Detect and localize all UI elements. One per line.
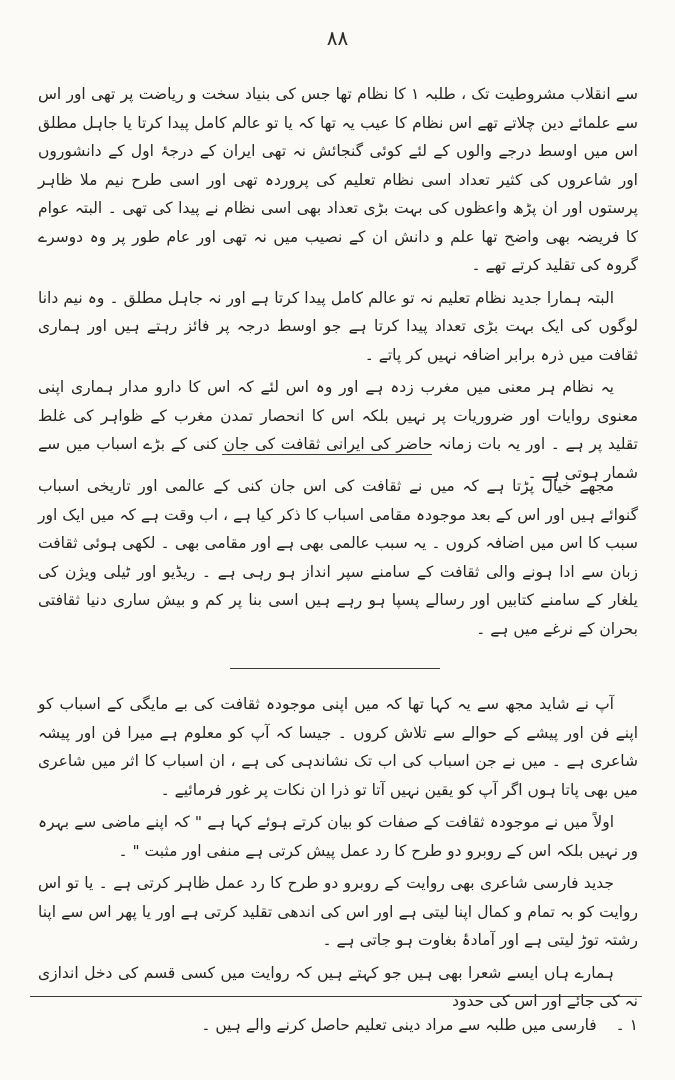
footnote-divider	[30, 996, 642, 997]
section-divider	[230, 668, 440, 669]
section-divider	[222, 454, 432, 455]
section-3	[38, 690, 638, 1020]
footnote-mark: ۱ ۔	[615, 1016, 638, 1034]
paragraph: یہ نظام ہر معنی میں مغرب زدہ ہے اور وہ اس لئے کہ اس کا دارو مدار ہماری اپنی معنوی روایات اور ضروریات پر نہیں بلکہ اس کا انحصار تمدن مغرب کے ظواہر کی غلط تقلید پر ہے ۔ اور یہ بات زمانہ حاضر کی ایرانی ثقافت کی جان کنی کے بڑے اسباب میں سے شمار ہوتی ہے ۔	[38, 378, 638, 482]
footnote	[38, 1012, 638, 1038]
paragraph: البتہ ہمارا جدید نظام تعلیم نہ تو عالم کامل پیدا کرتا ہے اور نہ جاہل مطلق ۔ وہ نیم دانا لوگوں کی ایک بہت بڑی تعداد پیدا کرتا ہے جو اوسط درجہ پر فائز رہتے ہیں اور ہماری ثقافت میں ذرہ برابر اضافہ نہیں کر پاتے ۔	[38, 288, 638, 364]
page-number: ۸۸	[326, 26, 349, 50]
section-2	[38, 472, 638, 647]
footnote-text: فارسی میں طلبہ سے مراد دینی تعلیم حاصل کرنے والے ہیں ۔	[201, 1016, 597, 1034]
paragraph: آپ نے شاید مجھ سے یہ کہا تھا کہ میں اپنی موجودہ ثقافت کی بے مایگی کے اسباب کو اپنے فن اور پیشے کے حوالے سے تلاش کروں ۔ جیسا کہ آپ کو معلوم ہے میرا فن اور پیشہ شاعری ہے ۔ میں نے جن اسباب کی اب تک نشاندہی کی ہے ، ان اسباب کا اثر میں شاعری میں بھی پاتا ہوں اگر آپ کو یقین نہیں آتا تو ذرا ان نکات پر غور فرمائیے ۔	[38, 695, 638, 799]
paragraph: اولاً میں نے موجودہ ثقافت کے صفات کو بیان کرتے ہوئے کہا ہے " کہ اپنے ماضی سے بہرہ ور نہیں بلکہ اس کے روبرو دو طرح کا رد عمل پیش کرتی ہے منفی اور مثبت " ۔	[38, 813, 638, 860]
paragraph: سے انقلاب مشروطیت تک ، طلبہ ۱ کا نظام تھا جس کی بنیاد سخت و ریاضت پر تھی اور اس سے علمائے دین چلاتے تھے اس نظام کا عیب یہ تھا کہ یا تو عالم کامل پیدا کرتا یا جاہل مطلق اس میں اوسط درجے والوں کے لئے کوئی گنجائش نہ تھی ایران کے درجۂ اول کے دانشوروں اور شاعروں کی کثیر تعداد اسی نظام تعلیم کی پروردہ تھی اور اسی طرح نیم ملا ظاہر پرستوں اور ان پڑھ واعظوں کی بہت بڑی تعداد بھی اسی نظام نے پیدا کی تھی ۔ البتہ عوام کا فریضہ بھی واضح تھا علم و دانش ان کے نصیب میں نہ تھی اور عام طور پر وہ دوسرے گروہ کی تقلید کرتے تھے ۔	[38, 85, 638, 274]
paragraph: جدید فارسی شاعری بھی روایت کے روبرو دو طرح کا رد عمل ظاہر کرتی ہے ۔ یا تو اس روایت کو بہ تمام و کمال اپنا لیتی ہے اور اس کی اندھی تقلید کرتی ہے اور یا پھر اس سے اپنا رشتہ توڑ لیتی ہے اور آمادۂ بغاوت ہو جاتی ہے ۔	[38, 874, 638, 949]
section-1	[38, 80, 638, 491]
paragraph: ہمارے ہاں ایسے شعرا بھی ہیں جو کہتے ہیں کہ روایت میں کسی قسم کی دخل اندازی نہ کی جائے اور اس کی حدود	[38, 963, 638, 1010]
paragraph: مجھے خیال پڑتا ہے کہ میں نے ثقافت کی اس جان کنی کے عالمی اور تاریخی اسباب گنوائے ہیں اور اس کے بعد موجودہ مقامی اسباب کا ذکر کیا ہے ، اب وقت ہے کہ میں ایک اور سبب کا اس میں اضافہ کروں ۔ یہ سبب عالمی بھی ہے اور مقامی بھی ۔ لکھی ہوئی ثقافت زبان سے ادا ہونے والی ثقافت کے سامنے سپر انداز ہو رہی ہے ۔ ریڈیو اور ٹیلی ویژن کی یلغار کے سامنے کتابیں اور رسالے پسپا ہو رہے ہیں اسی بنا پر کم و بیش ساری دنیا ثقافتی بحران کے نرغے میں ہے ۔	[38, 477, 638, 638]
